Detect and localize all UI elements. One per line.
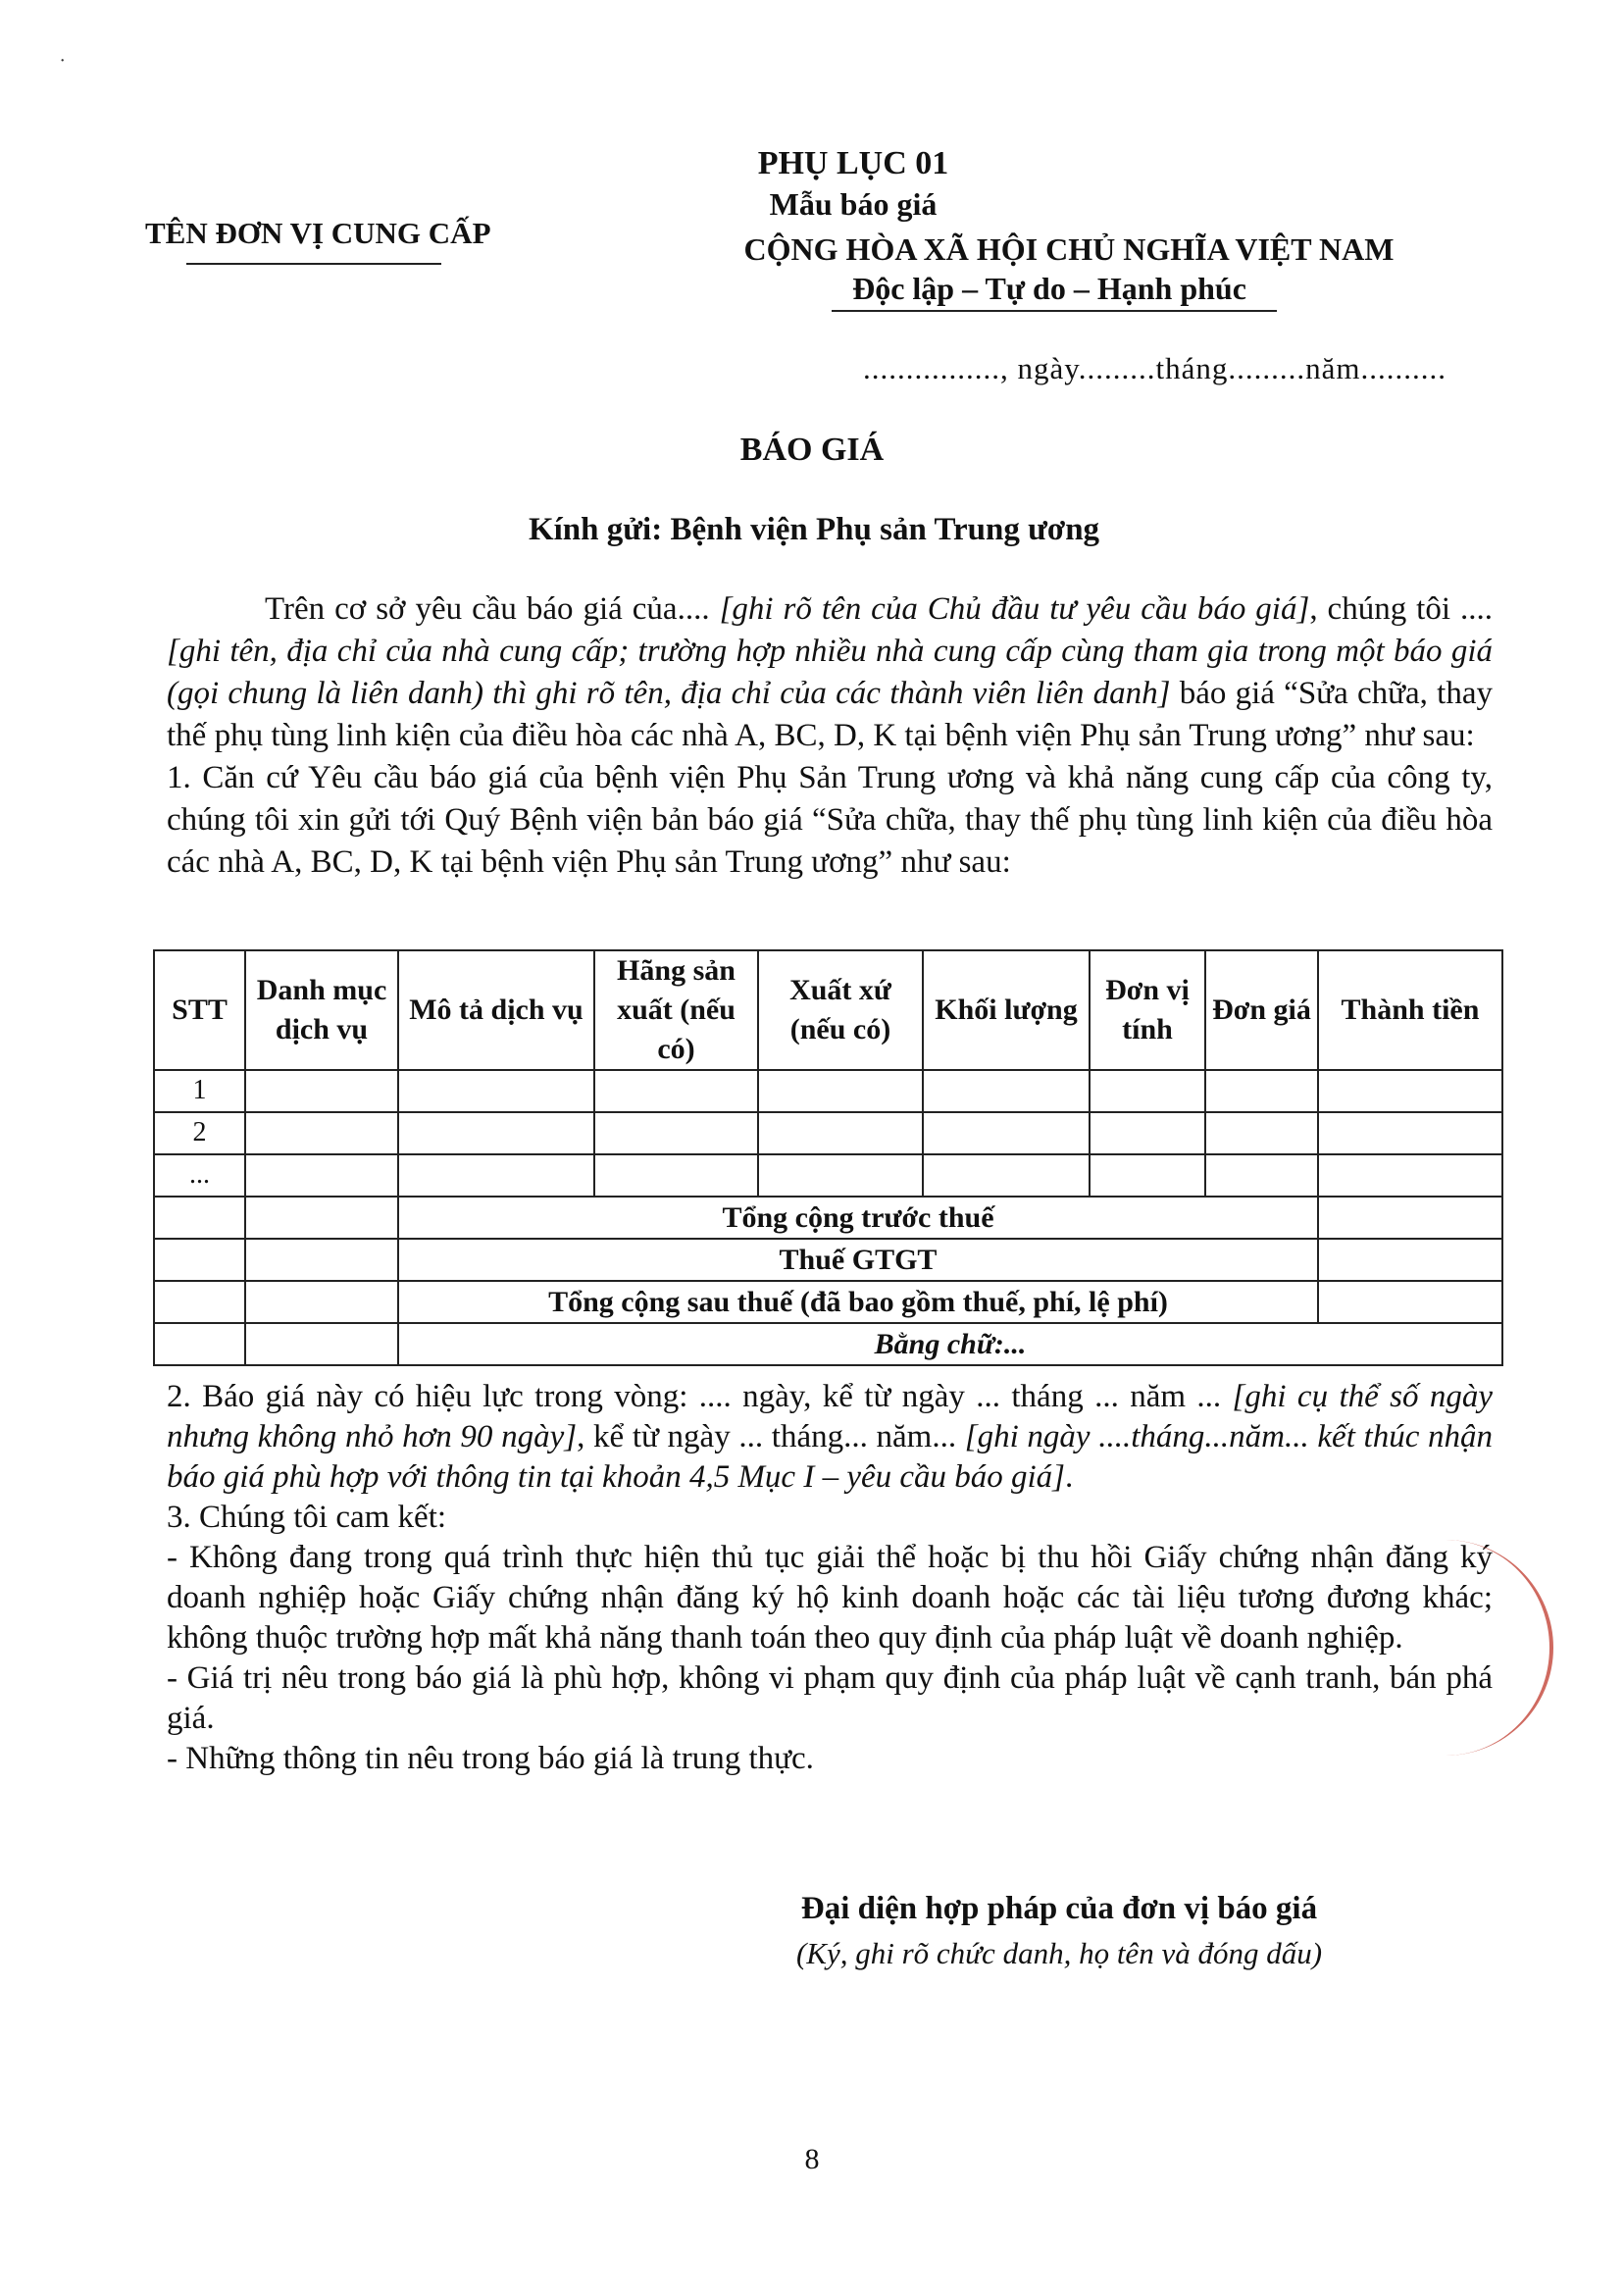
- table-cell: [154, 1239, 245, 1281]
- table-cell: [1318, 1112, 1502, 1154]
- recipient-text: Kính gửi: Bệnh viện Phụ sản Trung ương: [528, 512, 1100, 547]
- motto-underline: [832, 310, 1277, 312]
- table-cell: [594, 1070, 758, 1112]
- item-2-text-3: .: [1065, 1459, 1074, 1495]
- table-row: [154, 1154, 1502, 1197]
- row-index: ...: [154, 1154, 245, 1197]
- table-row: [154, 1112, 1502, 1154]
- commitment-1: - Không đang trong quá trình thực hiện thủ tục giải thể hoặc bị thu hồi Giấy chứng nhận đăng ký doanh nghiệp hoặc Giấy chứng nhận đăng ký hộ kinh doanh hoặc các tài liệu tương đương khác; không thuộc trường hợp mất khả năng thanh toán theo quy định của pháp luật về doanh nghiệp.: [167, 1540, 1493, 1656]
- header-amount: Thành tiền: [1318, 950, 1502, 1070]
- intro-paragraph: [167, 588, 1493, 757]
- document-title: BÁO GIÁ: [739, 432, 885, 468]
- table-cell: [245, 1070, 398, 1112]
- template-subtitle: Mẫu báo giá: [769, 186, 938, 222]
- table-cell: [1205, 1154, 1318, 1197]
- signature-note: (Ký, ghi rõ chức danh, họ tên và đóng dấu): [795, 1936, 1323, 1970]
- header-unit: Đơn vị tính: [1090, 950, 1205, 1070]
- intro-text-3: báo giá “Sửa chữa, thay thế phụ tùng linh kiện của điều hòa các nhà A, BC, D, K tại bệnh viện Phụ sản Trung ương” như sau:: [167, 676, 1493, 753]
- intro-text-2: , chúng tôi ....: [1309, 591, 1493, 627]
- table-cell: [1318, 1154, 1502, 1197]
- header-quantity: Khối lượng: [923, 950, 1090, 1070]
- header-origin: Xuất xứ (nếu có): [758, 950, 923, 1070]
- table-cell: [1205, 1070, 1318, 1112]
- table-cell: [245, 1112, 398, 1154]
- scan-speck: ˙: [59, 54, 67, 78]
- header-unit-price: Đơn giá: [1205, 950, 1318, 1070]
- table-cell: [923, 1154, 1090, 1197]
- table-cell: [398, 1154, 594, 1197]
- table-cell: [245, 1323, 398, 1365]
- page-number: 8: [804, 2143, 820, 2175]
- table-cell: [594, 1112, 758, 1154]
- table-cell: [1090, 1112, 1205, 1154]
- item-2-text-2: , kể từ ngày ... tháng... năm...: [577, 1419, 965, 1454]
- after-tax-amount: [1318, 1281, 1502, 1323]
- table-cell: [1205, 1112, 1318, 1154]
- table-cell: [1318, 1070, 1502, 1112]
- header-manufacturer: Hãng sản xuất (nếu có): [594, 950, 758, 1070]
- summary-row-after-tax: [154, 1281, 1502, 1323]
- intro-note-1: [ghi rõ tên của Chủ đầu tư yêu cầu báo giá]: [719, 591, 1310, 627]
- date-line: ................, ngày.........tháng.........năm..........: [863, 351, 1446, 385]
- table-cell: [154, 1281, 245, 1323]
- signature-title: Đại diện hợp pháp của đơn vị báo giá: [800, 1891, 1318, 1926]
- amount-in-words-label: Bằng chữ:...: [398, 1323, 1502, 1365]
- item-3-heading: 3. Chúng tôi cam kết:: [167, 1500, 447, 1535]
- supplier-underline: [186, 263, 441, 265]
- row-index: 2: [154, 1112, 245, 1154]
- table-cell: [594, 1154, 758, 1197]
- summary-row-before-tax: [154, 1197, 1502, 1239]
- item-1-paragraph: 1. Căn cứ Yêu cầu báo giá của bệnh viện Phụ Sản Trung ương và khả năng cung cấp của công ty, chúng tôi xin gửi tới Quý Bệnh viện bản báo giá “Sửa chữa, thay thế phụ tùng linh kiện của điều hòa các nhà A, BC, D, K tại bệnh viện Phụ sản Trung ương” như sau:: [167, 760, 1493, 880]
- quote-table-wrapper: [153, 949, 1503, 1366]
- intro-text-1: Trên cơ sở yêu cầu báo giá của....: [265, 591, 720, 627]
- table-cell: [1090, 1154, 1205, 1197]
- table-cell: [758, 1112, 923, 1154]
- table-cell: [923, 1070, 1090, 1112]
- before-tax-amount: [1318, 1197, 1502, 1239]
- stamp-edge: [1432, 1540, 1553, 1756]
- item-2-paragraph: [167, 1377, 1493, 1498]
- table-row: [154, 1070, 1502, 1112]
- item-2-text-1: 2. Báo giá này có hiệu lực trong vòng: .... ngày, kể từ ngày ... tháng ... năm ...: [167, 1379, 1233, 1414]
- supplier-name-text: TÊN ĐƠN VỊ CUNG CẤP: [145, 216, 491, 250]
- summary-row-in-words: [154, 1323, 1502, 1365]
- table-cell: [923, 1112, 1090, 1154]
- commitment-2: - Giá trị nêu trong báo giá là phù hợp, không vi phạm quy định của pháp luật về cạnh tranh, bán phá giá.: [167, 1660, 1493, 1736]
- table-cell: [154, 1323, 245, 1365]
- national-motto: Độc lập – Tự do – Hạnh phúc: [852, 271, 1246, 306]
- item-2-note-2: [ghi ngày ....tháng...năm... kết thúc nhận báo giá phù hợp với thông tin tại khoản 4,5 Mục I – yêu cầu báo giá]: [167, 1419, 1494, 1495]
- commitment-3: - Những thông tin nêu trong báo giá là trung thực.: [167, 1741, 814, 1776]
- after-tax-label: Tổng cộng sau thuế (đã bao gồm thuế, phí, lệ phí): [398, 1281, 1318, 1323]
- intro-note-2: [ghi tên, địa chỉ của nhà cung cấp; trường hợp nhiều nhà cung cấp cùng tham gia trong một báo giá (gọi chung là liên danh) thì ghi rõ tên, địa chỉ của các thành viên liên danh]: [167, 634, 1493, 711]
- vat-amount: [1318, 1239, 1502, 1281]
- header-service-desc: Mô tả dịch vụ: [398, 950, 594, 1070]
- table-cell: [1090, 1070, 1205, 1112]
- header-stt: STT: [154, 950, 245, 1070]
- table-cell: [758, 1154, 923, 1197]
- appendix-title: PHỤ LỤC 01: [757, 145, 949, 181]
- table-cell: [154, 1197, 245, 1239]
- vat-label: Thuế GTGT: [398, 1239, 1318, 1281]
- table-cell: [245, 1239, 398, 1281]
- terms-section: [167, 1377, 1493, 1779]
- table-header-row: [154, 950, 1502, 1070]
- table-cell: [758, 1070, 923, 1112]
- table-cell: [398, 1070, 594, 1112]
- header-service-list: Danh mục dịch vụ: [245, 950, 398, 1070]
- table-cell: [245, 1281, 398, 1323]
- item-2-note-1: [ghi cụ thể số ngày nhưng không nhỏ hơn 90 ngày]: [167, 1379, 1494, 1454]
- table-cell: [245, 1154, 398, 1197]
- table-cell: [245, 1197, 398, 1239]
- summary-row-vat: [154, 1239, 1502, 1281]
- supplier-name-placeholder: [145, 216, 537, 251]
- national-title: CỘNG HÒA XÃ HỘI CHỦ NGHĨA VIỆT NAM: [743, 231, 1395, 267]
- quote-table: [153, 949, 1503, 1366]
- recipient-line: [324, 512, 1304, 548]
- before-tax-label: Tổng cộng trước thuế: [398, 1197, 1318, 1239]
- intro-section: [167, 588, 1493, 884]
- row-index: 1: [154, 1070, 245, 1112]
- table-cell: [398, 1112, 594, 1154]
